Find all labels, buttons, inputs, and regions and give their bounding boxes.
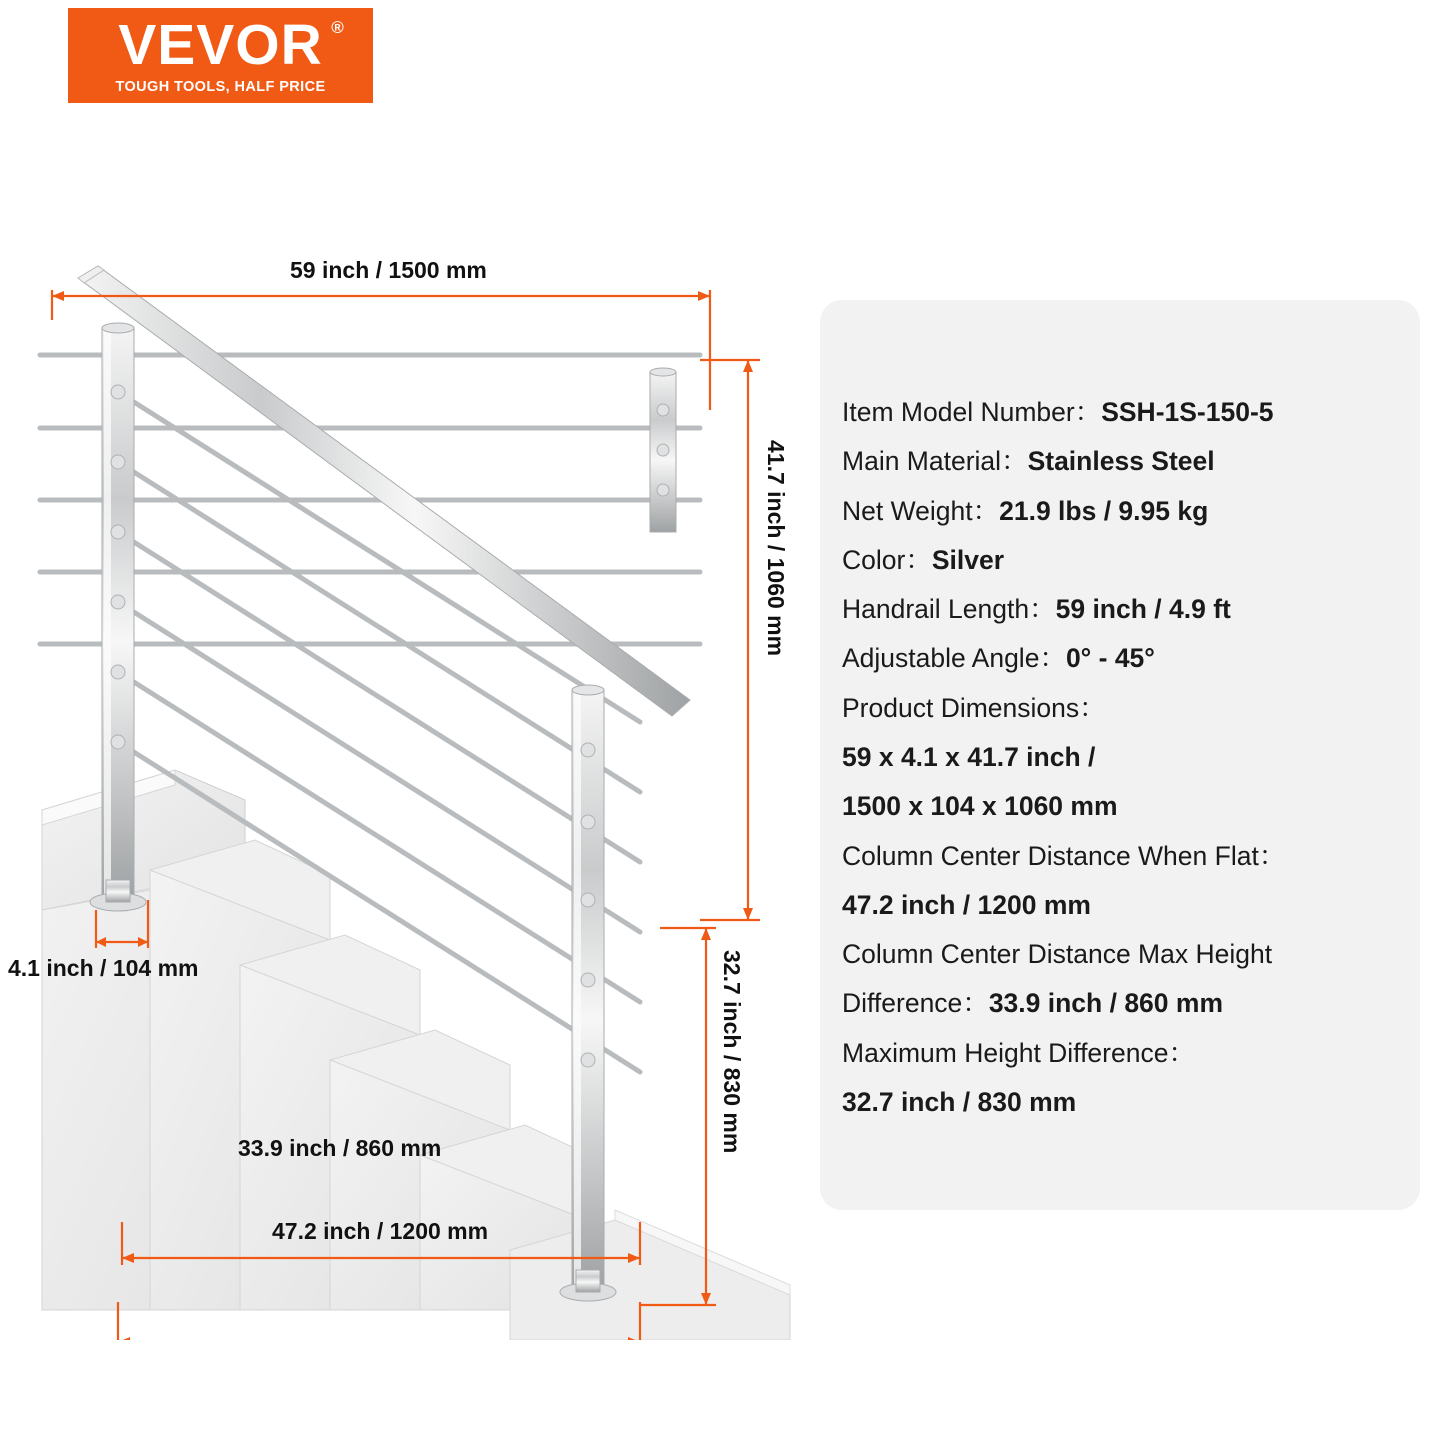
registered-mark: ® xyxy=(331,17,345,37)
spec-value: 59 x 4.1 x 41.7 inch / xyxy=(842,741,1096,772)
spec-row xyxy=(842,487,1406,536)
spec-key: Maximum Height Difference xyxy=(842,1037,1169,1068)
spec-key: Main Material xyxy=(842,446,1002,477)
spec-value: Silver xyxy=(931,544,1005,575)
spec-row xyxy=(842,634,1406,683)
spec-row xyxy=(842,1078,1406,1127)
spec-row xyxy=(842,585,1406,634)
dim-label-column-center-distance-flat: 47.2 inch / 1200 mm xyxy=(272,1218,489,1244)
specification-panel xyxy=(820,300,1420,1210)
right-upper-post xyxy=(650,368,676,532)
spec-value: 59 inch / 4.9 ft xyxy=(1055,594,1231,625)
dim-label-max-height-difference: 32.7 inch / 830 mm xyxy=(719,950,745,1154)
stairs-illustration xyxy=(42,770,790,1340)
brand-name-text: VEVOR xyxy=(118,12,323,77)
spec-key: Difference xyxy=(842,988,963,1019)
spec-row xyxy=(842,536,1406,585)
spec-row xyxy=(842,733,1406,782)
dim-label-post-depth: 4.1 inch / 104 mm xyxy=(8,955,199,981)
brand-logo xyxy=(68,8,373,103)
spec-separator: ： xyxy=(1039,643,1066,674)
spec-row xyxy=(842,1029,1406,1078)
spec-key: Net Weight xyxy=(842,495,973,526)
spec-key: Column Center Distance When Flat xyxy=(842,840,1259,871)
spec-separator: ： xyxy=(1168,1037,1195,1068)
spec-key: Handrail Length xyxy=(842,594,1030,625)
spec-separator: ： xyxy=(1074,397,1102,427)
spec-row xyxy=(842,881,1406,930)
spec-value: 21.9 lbs / 9.95 kg xyxy=(999,495,1209,526)
brand-tagline: TOUGH TOOLS, HALF PRICE xyxy=(115,78,326,95)
spec-row xyxy=(842,832,1406,881)
dim-label-column-center-max-height-diff: 33.9 inch / 860 mm xyxy=(238,1135,442,1161)
spec-separator: ： xyxy=(1001,446,1028,477)
spec-key: Product Dimensions xyxy=(842,692,1080,723)
product-dimension-diagram xyxy=(0,110,800,1340)
spec-value: Stainless Steel xyxy=(1027,446,1215,477)
spec-separator: ： xyxy=(1029,594,1056,625)
spec-row xyxy=(842,437,1406,486)
dim-label-overall-height: 41.7 inch / 1060 mm xyxy=(763,440,789,657)
spec-key: Column Center Distance Max Height xyxy=(842,939,1273,970)
spec-value: 32.7 inch / 830 mm xyxy=(842,1086,1077,1117)
spec-key: Item Model Number xyxy=(842,397,1075,427)
spec-separator: ： xyxy=(972,495,1000,526)
background-cables xyxy=(40,355,700,644)
brand-name xyxy=(118,12,345,77)
spec-row xyxy=(842,684,1406,733)
spec-separator: ： xyxy=(962,988,989,1019)
dim-label-top-width: 59 inch / 1500 mm xyxy=(290,257,487,283)
spec-value: SSH-1S-150-5 xyxy=(1101,397,1274,427)
spec-value: 1500 x 104 x 1060 mm xyxy=(842,791,1118,822)
spec-row xyxy=(842,979,1406,1028)
handrail-tube xyxy=(78,266,690,716)
spec-value: 0° - 45° xyxy=(1065,643,1155,674)
spec-key: Adjustable Angle xyxy=(842,643,1040,674)
spec-value: 33.9 inch / 860 mm xyxy=(988,988,1224,1019)
specification-list xyxy=(820,388,1420,1127)
spec-row xyxy=(842,930,1406,979)
spec-value: 47.2 inch / 1200 mm xyxy=(842,889,1091,920)
spec-row xyxy=(842,388,1406,437)
spec-separator: ： xyxy=(1079,692,1106,723)
spec-row xyxy=(842,782,1406,831)
spec-key: Color xyxy=(842,544,906,575)
spec-separator: ： xyxy=(1258,840,1286,871)
spec-separator: ： xyxy=(905,544,932,575)
